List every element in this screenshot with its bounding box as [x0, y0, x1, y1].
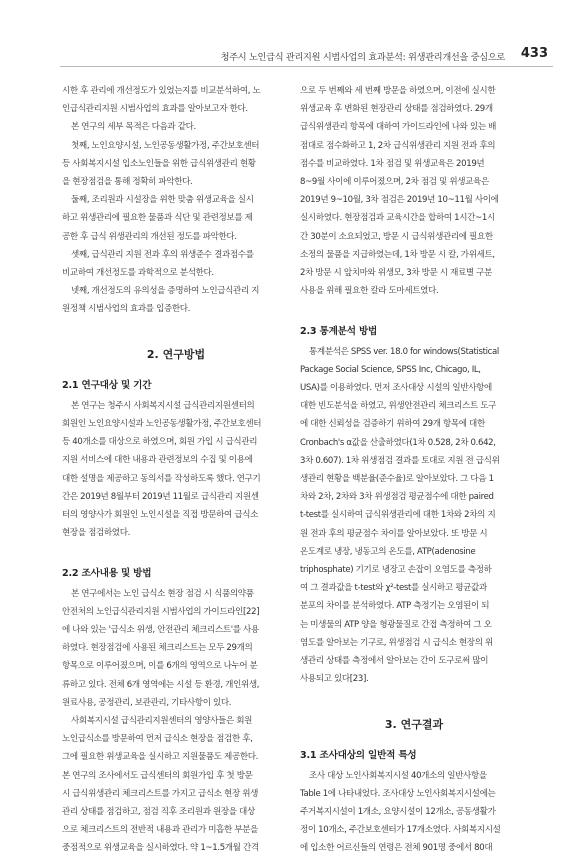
text-line: 간은 2019년 8월부터 2019년 11월로 급식관리 지원센: [62, 491, 259, 502]
text-line: Cronbach's α값을 산출하였다(1차 0.528, 2차 0.642,: [300, 437, 496, 448]
text-line: 점수를 비교하였다. 1차 점검 및 위생교육은 2019년: [300, 158, 485, 169]
text-line: 본 연구는 청주시 사회복지시설 급식관리지원센터의: [71, 400, 255, 411]
left-column: [62, 82, 290, 858]
text-line: 시한 후 관리에 개선정도가 있었는지를 비교분석하여, 노: [62, 86, 261, 96]
text-line: 본 연구에서는 노인 급식소 현장 점검 시 식품의약품: [71, 588, 254, 599]
text-line: 급식위생관리 항목에 대하여 가이드라인에 나와 있는 배: [300, 122, 497, 133]
text-line: 생관리 현황을 백분율(준수율)로 알아보았다. 그 다음 1: [300, 474, 494, 485]
text-line: 간 30분이 소요되었고, 방문 시 급식위생관리에 필요한: [300, 231, 493, 242]
page-number: 433: [520, 46, 548, 61]
right-column: [300, 82, 528, 858]
text-line: 는 미생물의 ATP 양을 형광물질로 간접 측정하여 그 오: [300, 619, 492, 630]
text-line: 하였다. 현장점검에 사용된 체크리스트는 모두 29개의: [62, 643, 253, 654]
subsection-2-2-body: [62, 585, 290, 858]
text-line: 분포의 차이를 분석하였다. ATP 측정기는 오염된이 되: [300, 601, 490, 612]
text-line: 류하고 있다. 전체 6개 영역에는 시설 등 환경, 개인위생,: [62, 679, 260, 690]
text-line: 차와 2차, 2차와 3차 위생점검 평균점수에 대한 paired: [300, 492, 494, 503]
subsection-2-3-body: [300, 343, 528, 689]
text-line: 현장을 점검하였다.: [62, 528, 130, 539]
text-line: 넷째, 개선정도의 유의성을 증명하여 노인급식관리 지: [71, 286, 260, 297]
text-line: 으로 체크리스트의 전반적 내용과 관리가 미흡한 부분을: [62, 825, 259, 836]
intro-paragraphs: [62, 82, 290, 319]
text-line: triphosphate) 기기로 냉장고 손잡이 오염도를 측정하: [300, 565, 492, 576]
subsection-2-2-title: 2.2 조사내용 및 방법: [62, 567, 152, 579]
text-line: 사회복지시설 급식관리지원센터의 영양사들은 회원: [71, 716, 253, 727]
text-line: 주거복지시설이 1개소, 요양시설이 12개소, 공동생활가: [300, 807, 496, 818]
text-line: 사용을 위해 필요한 칼라 도마세트였다.: [300, 286, 439, 297]
text-line: 시 급식위생관리 체크리스트를 가지고 급식소 현장 위생: [62, 788, 259, 799]
text-line: 등 40개소를 대상으로 하였으며, 회원 가입 시 급식관리: [62, 437, 258, 448]
text-line: 안전처의 노인급식관리지원 시범사업의 가이드라인[22]: [62, 606, 260, 617]
text-line: 에 나와 있는 '급식소 위생, 안전관리 체크리스트'를 사용: [62, 625, 259, 636]
method-continued-body: [300, 82, 528, 300]
text-line: 3차 0.607). 1차 위생점검 결과를 토대로 지원 전 급식위: [300, 455, 500, 466]
text-line: 첫째, 노인요양시설, 노인공동생활가정, 주간보호센터: [71, 140, 260, 151]
text-line: 노인급식소를 방문하여 먼저 급식소 현장을 점검한 후,: [62, 734, 253, 745]
text-line: 을 현장점검을 통해 정확히 파악한다.: [62, 177, 193, 188]
text-line: 둘째, 조리원과 시설장을 위한 맞춤 위생교육을 실시: [71, 195, 254, 206]
header-rule: [60, 66, 553, 67]
text-line: 터의 영양사가 회원인 노인시설을 직접 방문하여 급식소: [62, 510, 259, 521]
subsection-2-1-body: [62, 397, 290, 543]
text-line: 원료사용, 공정관리, 보관관리, 기타사항이 있다.: [62, 697, 232, 708]
text-line: 위생교육 후 변화된 현장관리 상태를 점검하였다. 29개: [300, 104, 493, 115]
text-line: 2019년 9~10월, 3차 점검은 2019년 10~11월 사이에: [300, 195, 499, 206]
text-line: 통계분석은 SPSS ver. 18.0 for windows(Statistical: [309, 346, 499, 357]
text-line: 정이 10개소, 주간보호센터가 17개소였다. 사회복지시설: [300, 825, 501, 836]
subsection-2-3-title: 2.3 통계분석 방법: [300, 325, 378, 337]
text-line: 관리 상태를 점검하고, 점검 직후 조리원과 원장을 대상: [62, 807, 255, 818]
text-line: 중점적으로 위생교육을 실시하였다. 약 1~1.5개월 간격: [62, 843, 259, 854]
text-line: USA)를 이용하였다. 먼저 조사대상 시설의 일반사항에: [300, 383, 492, 394]
text-line: 회원인 노인요양시설과 노인공동생활가정, 주간보호센터: [62, 419, 262, 430]
section-3-title: 3. 연구결과: [384, 717, 444, 731]
text-line: 지원 서비스에 대한 내용과 관련정보의 수집 및 이용에: [62, 455, 253, 466]
text-line: 여 그 결과값을 t-test와 χ²-test를 실시하고 평균값과: [300, 583, 487, 594]
text-line: 인급식관리지원 시범사업의 효과를 알아보고자 한다.: [62, 104, 248, 115]
text-line: 비교하여 개선정도를 과학적으로 분석한다.: [62, 268, 214, 279]
text-line: 대한 설명을 제공하고 동의서를 작성하도록 했다. 연구기: [62, 473, 261, 484]
text-line: 본 연구의 조사에서도 급식센터의 회원가입 후 첫 방문: [62, 770, 253, 781]
page-header: [0, 0, 583, 70]
text-line: 하고 위생관리에 필요한 물품과 식단 및 관련정보를 제: [62, 213, 253, 224]
text-line: 원정책 시범사업의 효과를 입증한다.: [62, 304, 191, 315]
text-line: 원 전과 후의 평균점수 차이를 알아보았다. 또 방문 시: [300, 528, 488, 539]
text-line: 2차 방문 시 앞치마와 위생모, 3차 방문 시 재료별 구분: [300, 268, 492, 279]
text-line: Table 1에 나타내었다. 조사대상 노인사회복지시설에는: [300, 788, 496, 799]
text-line: 8~9월 사이에 이루어졌으며, 2차 점검 및 위생교육은: [300, 177, 489, 188]
section-2-title: 2. 연구방법: [146, 347, 206, 361]
text-line: Package Social Science, SPSS Inc, Chicago, IL,: [300, 364, 481, 375]
text-line: 사용되고 있다[23].: [300, 674, 369, 685]
text-line: 조사 대상 노인사회복지시설 40개소의 일반사항을: [309, 770, 487, 781]
text-line: 공한 후 급식 위생관리의 개선된 정도를 파악한다.: [62, 231, 237, 242]
text-line: 대한 빈도분석을 하였고, 위생안전관리 체크리스트 도구: [300, 401, 497, 412]
subsection-3-1-title: 3.1 조사대상의 일반적 특성: [300, 749, 417, 761]
text-line: 에 입소한 어르신들의 연령은 전체 901명 중에서 80대: [300, 843, 493, 854]
text-line: 점대로 점수화하고 1, 2차 급식위생관리 지원 전과 후의: [300, 140, 496, 151]
text-line: 셋째, 급식관리 지원 전과 후의 위생준수 결과점수를: [71, 249, 254, 260]
text-line: 으로 두 번째와 세 번째 방문을 하였으며, 이전에 실시한: [300, 86, 496, 96]
text-line: t-test를 실시하여 급식위생관리에 대한 1차와 2차의 지: [300, 510, 496, 521]
text-line: 소정의 물품을 지급하였는데, 1차 방문 시 칼, 가위세트,: [300, 249, 495, 260]
text-line: 그에 필요한 위생교육을 실시하고 지원물품도 제공한다.: [62, 752, 259, 763]
running-title: 청주시 노인급식 관리지원 시범사업의 효과분석: 위생관리개선을 중심으로: [220, 52, 505, 63]
text-line: 에 대한 신뢰성을 검증하기 위하여 29개 항목에 대한: [300, 419, 485, 430]
text-line: 염도를 알아보는 기구로, 위생점검 시 급식소 현장의 위: [300, 637, 493, 648]
subsection-2-1-title: 2.1 연구대상 및 기간: [62, 379, 152, 391]
text-line: 항목으로 이루어졌으며, 이를 6개의 영역으로 나누어 분: [62, 661, 258, 672]
text-line: 온도계로 냉장, 냉동고의 온도를, ATP(adenosine: [300, 546, 476, 557]
text-line: 실시하였다. 현장점검과 교육시간을 합하여 1시간~1시: [300, 213, 495, 224]
text-line: 생관리 상태를 측정에서 알아보는 간이 도구로써 많이: [300, 656, 489, 667]
text-line: 본 연구의 세부 목적은 다음과 같다.: [71, 122, 196, 133]
text-line: 등 사회복지시설 입소노인들을 위한 급식위생관리 현황: [62, 158, 256, 169]
subsection-3-1-body: [300, 767, 528, 858]
